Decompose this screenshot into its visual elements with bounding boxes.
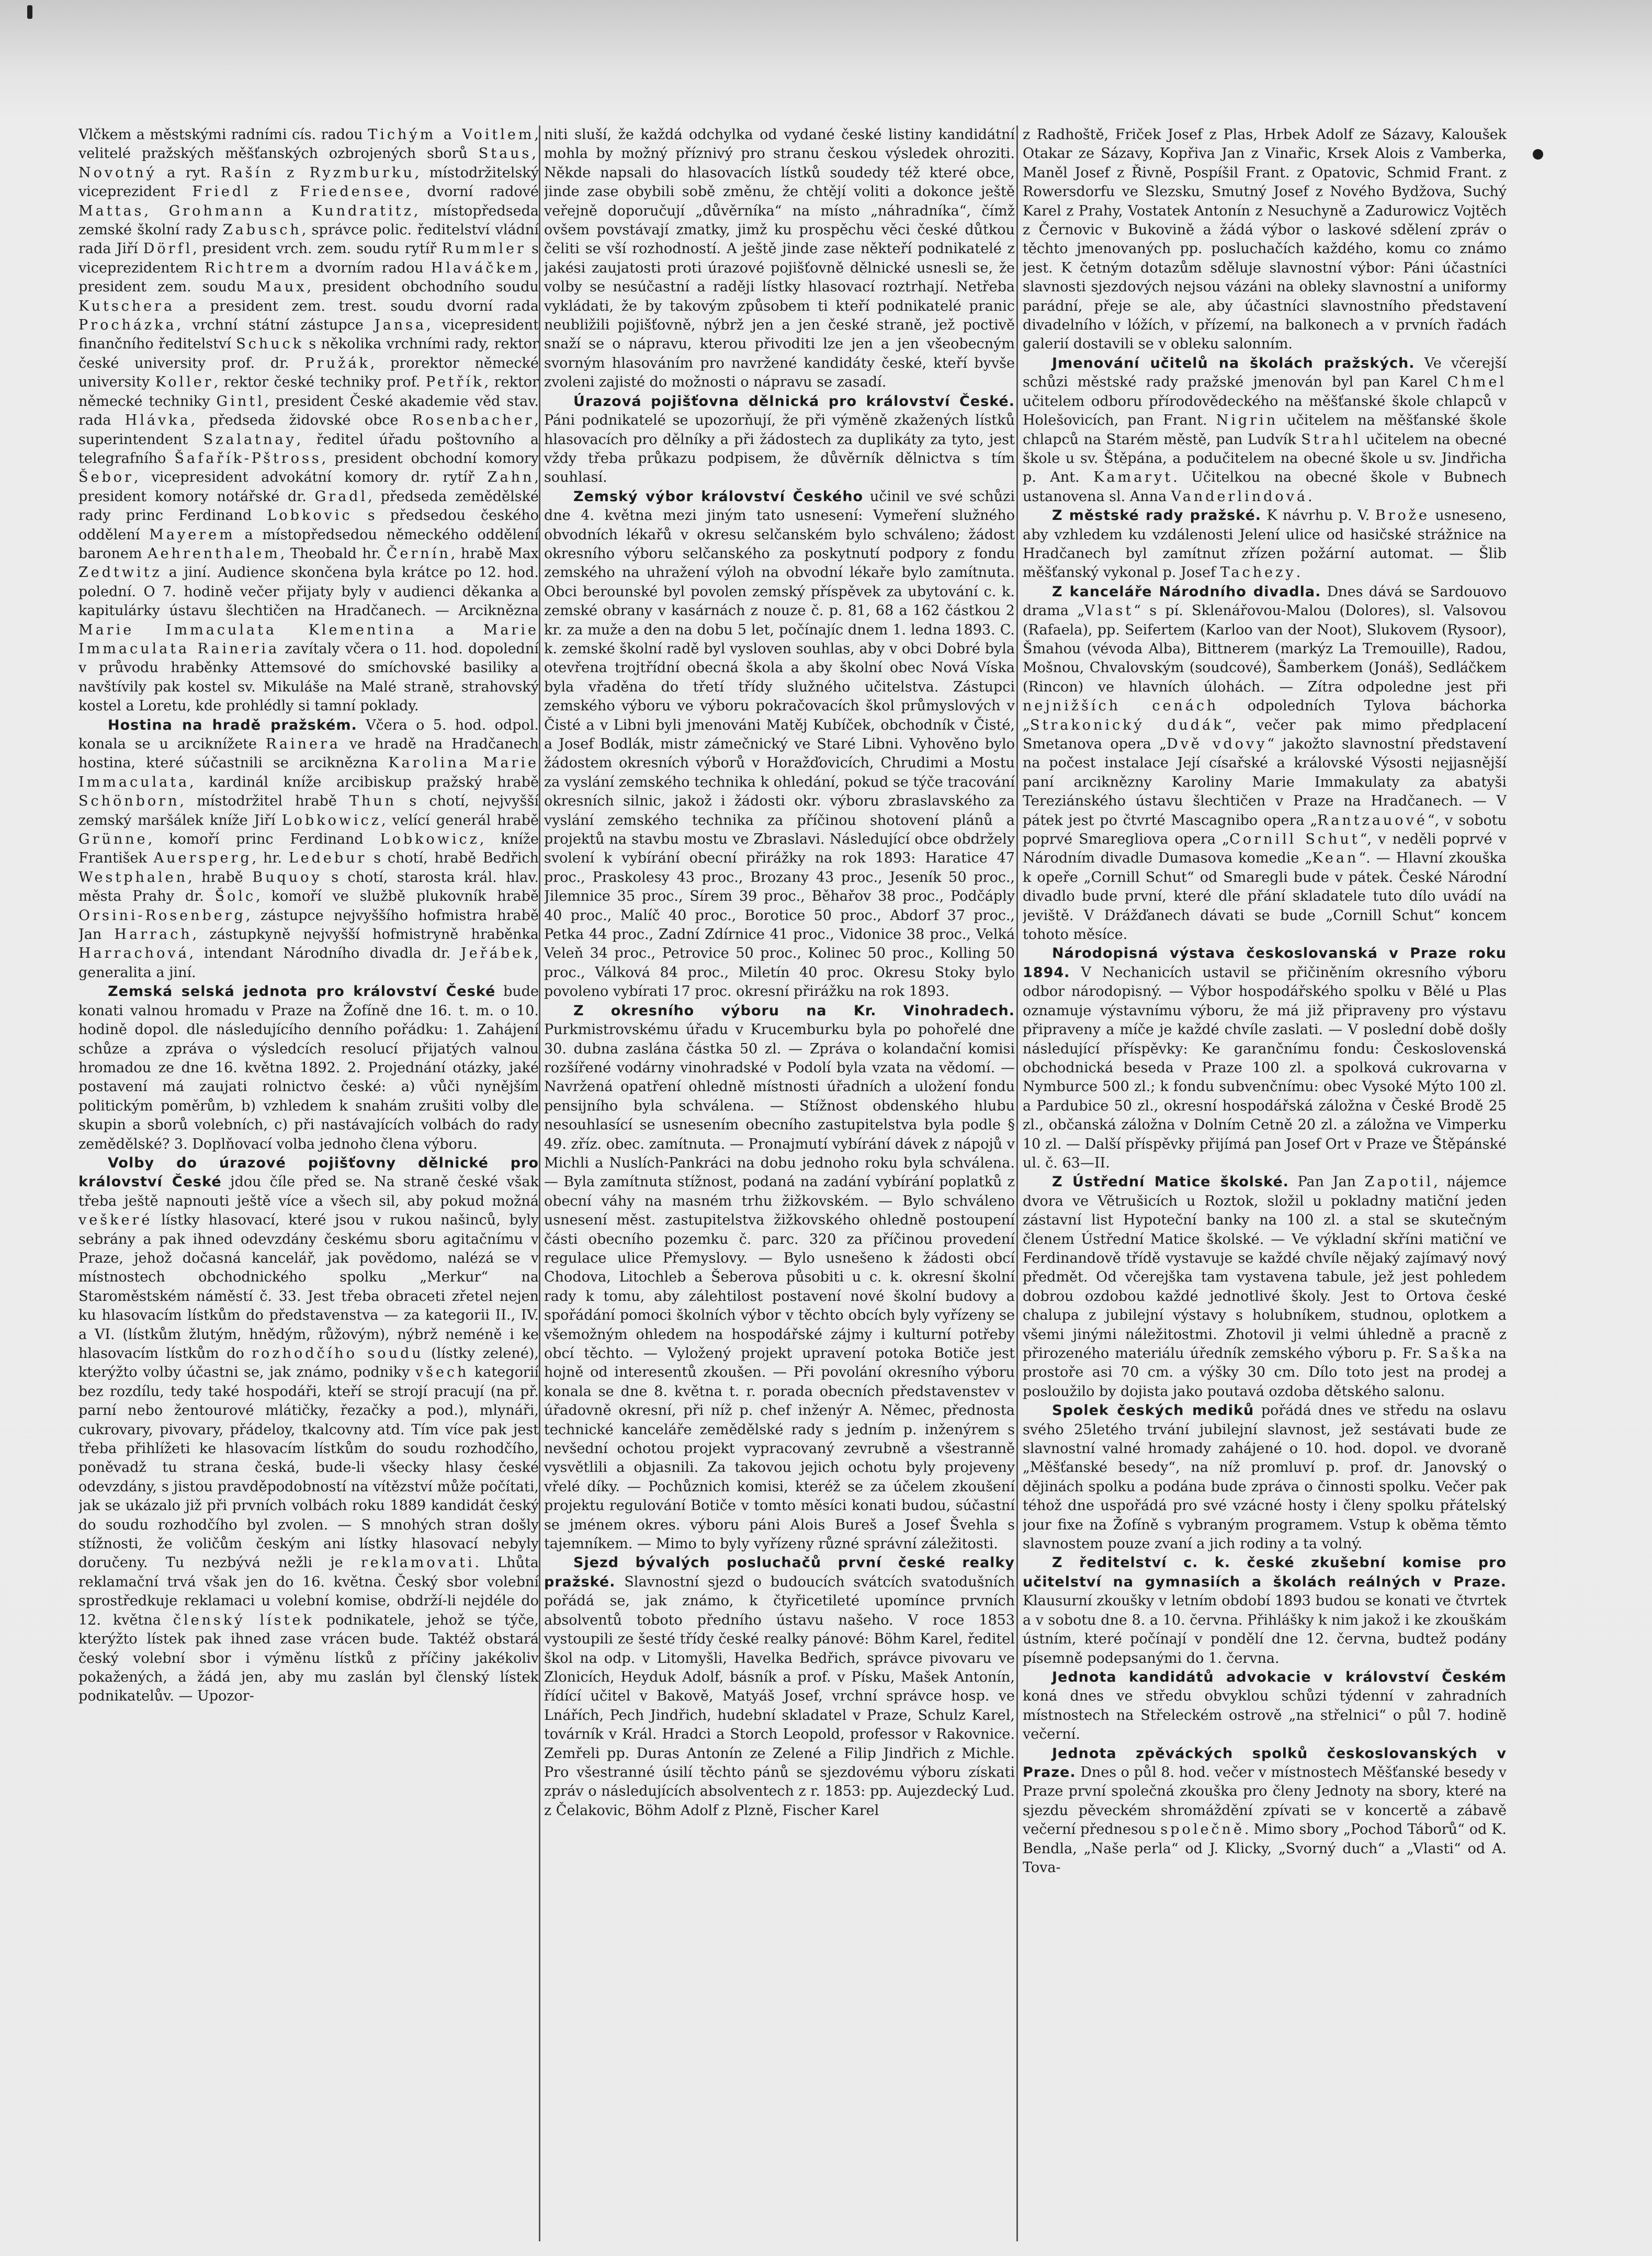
text-run: “, v neděli poprvé v Národním divadle Dumasova komedie „: [1023, 831, 1507, 867]
spaced-name: Auersperg: [153, 850, 252, 867]
article-heading: Jednota zpěváckých spolků českoslovanských v Praze.: [1023, 1745, 1507, 1781]
spaced-name: Hlaváčkem: [431, 259, 535, 276]
text-run: , president komory notářské dr.: [78, 469, 539, 505]
text-run: , místopředseda zemské školní rady: [78, 202, 539, 239]
text-run: , kardinál kníže arcibiskup pražský hrabě: [189, 774, 539, 790]
article-heading: Z městské rady pražské.: [1052, 507, 1262, 524]
spaced-name: Aehrenthalem: [148, 545, 280, 562]
spaced-name: Westphalen: [78, 869, 188, 886]
spaced-name: Nigrin: [1216, 412, 1278, 429]
text-run: , generalita a jiní.: [78, 945, 539, 981]
spaced-name: Saška: [1428, 1345, 1484, 1362]
text-run: kategorií bez rozdílu, tedy také hospodáři, kteří se strojí pracují (na př. parní nebo žentourové mlátičky, řezačky a pod.), mlynáři, cukrovary, pivovary, přádeloy, tkalcovny atd. Tím více pak jest třeba přihlížeti ke hlasovacím lístkům do soudu rozhodčího, poněvadž tu strana česká, bude-li všecky hlasy české odevzdány, s jistou pravděpodobností na vítězství může počítati, jak se ukázalo již při prvních volbách roku 1889 kandidát český do soudu rozhodčího byl zvolen. — S mnohých stran došly stížnosti, že voličům českým ani lístky hlasovací nebyly doručeny. Tu nezbývá nežli je: [78, 1364, 539, 1571]
article-heading: Spolek českých mediků: [1052, 1402, 1254, 1419]
spaced-name: Zahn: [487, 469, 535, 486]
article: [1023, 583, 1507, 945]
text-run: Vlčkem a městskými radními cís. radou: [78, 127, 368, 143]
text-run: zavítaly včera o 11. hod. dopolední v průvodu hraběnky Attemsové do smíchovské basiliky a navštívily pak kostel sv. Mikuláše na Malé straně, strahovský kostel a Loretu, kde prohlédly si tamní poklady.: [78, 640, 539, 715]
text-run: Včera o 5. hod. odpol. konala se u arciknížete: [78, 717, 539, 752]
text-run: a dvorním radou: [292, 259, 431, 276]
article-heading: Úrazová pojišťovna dělnická pro království České.: [573, 393, 1015, 410]
spaced-name: Thun: [349, 793, 397, 810]
text-run: , místodržitelský viceprezident: [78, 164, 539, 200]
text-run: K návrhu p. V.: [1266, 507, 1375, 524]
text-run: ve hradě na Hradčanech hostina, které súčastnili se arciknězna: [78, 736, 539, 772]
text-run: učitelem odboru přírodovědeckého na měšťanské škole chlapců v Holešovicích, pan Frant.: [1023, 393, 1507, 429]
article: [78, 716, 539, 983]
spaced-name: Vanderlindová: [1171, 488, 1308, 505]
spaced-name: Šafařík-Pštross: [174, 450, 322, 467]
text-run: lístky hlasovací, které jsou v rukou našinců, byly sebrány a pak ihned odevzdány českému sboru agitačnímu v Praze, jehož dočasná kancelář, jak povědomo, nalézá se v místnostech obchodnického spolku „Merkur“ na Staroměstském náměstí č. 33. Jest třeba obraceti zřetel nejen ku hlasovacím lístkům do představenstva — za kategorii II., IV. a VI. (lístkům žlutým, hnědým, růžovým), nýbrž neméně i ke hlasovacím lístkům do: [78, 1212, 539, 1362]
article-heading: Jednota kandidátů advokacie v království Českém: [1052, 1669, 1507, 1685]
text-run: , president vrch. zem. soudu rytíř: [193, 241, 442, 257]
article-text: niti sluší, že každá odchylka od vydané české listiny kandidátní mohla by možný příznivý pro stranu českou výsledek ohroziti. Někde napsali do hlasovacích lístků soudedy též které obce, jinde zase obybili sobě změnu, že chtějí voliti a dokonce ještě veřejně doporučují „důvěrníka“ na místo „náhradníka“, čímž ovšem povstávají zmatky, jimž ku prospěchu věci české důtkou čeliti se vší rozhodností. A ještě jinde zase někteří podnikatelé z jakési zaujatosti proti úrazové pojišťovně dělnické usnesli se, že volby se nesúčastní a raději lístky hlasovací roztrhají. Netřeba vykládati, že by takovým způsobem ti kteří podnikatelé pranic neubližili pojišťovně, nýbrž jen a jen české straně, jež poctivě snaží se o nápravu, kterou přivoditi lze jen a jen všeobecným svorným hlasováním pro navržené kandidáty české, kteří byvše zvoleni zajisté do možnosti o nápravu se zasadí.: [544, 127, 1015, 391]
text-run: , nájemce dvora ve Větrušicích u Roztok, složil u pokladny matiční jeden zástavní list Hypoteční banky na 100 zl. a stal se skutečným členem Ústřední Matice školské. — Ve výkladní skříni matiční ve Ferdinandově třídě vystavuje se každé chvíle nějaký zajímavý nový předmět. Od včerejška tam vystavena tabule, jež jest pohledem dobrou ozdobou každé jednotlivé školy. Jest to Ortova české chalupa z jubilejní výstavy s holubníkem, studnou, oplotkem a všemi jinými náležitostmi. Zhotovil ji velmi úhledně a pracně z přirozeného materiálu úředník zemského výboru p. Fr.: [1023, 1174, 1507, 1362]
text-run: , velitelé pražských měšťanských ozbrojených sborů: [78, 127, 539, 162]
text-run: , president České akademie věd stav. rada: [78, 393, 539, 429]
article: [544, 1002, 1015, 1554]
spaced-name: Tichým a Voitlem: [368, 127, 535, 143]
text-run: s viceprezidentem: [78, 241, 539, 276]
spaced-name: Procházka: [78, 317, 177, 334]
text-run: (lístky zelené), kterýžto volby účastni se, jak známo, podniky: [78, 1345, 539, 1381]
text-run: jdou číle před se. Na straně české však třeba ještě napnouti ještě více a všech sil, aby pokud možná: [78, 1174, 539, 1209]
spaced-name: Rantzauové: [1317, 812, 1428, 829]
spaced-name: Zabusch: [222, 222, 302, 239]
spaced-name: Szalatnay: [203, 431, 297, 448]
text-run: s předsedou českého oddělení: [78, 507, 539, 543]
article: [1023, 1744, 1507, 1878]
text-run: , intendant Národního divadla dr.: [189, 945, 461, 962]
article-text: [78, 1174, 539, 1704]
spaced-name: Marie Immaculata Raineria: [78, 621, 539, 657]
spaced-name: Kamaryt: [1093, 469, 1173, 486]
article-heading: Zemská selská jednota pro království České: [108, 983, 496, 1000]
text-run: . Lhůta reklamační trvá však jen do 16. května. Český sbor volební sprostředkuje reklamaci u volební komise, obdrží-li nejdéle do 12. května: [78, 1555, 539, 1628]
spaced-name: Schuck: [236, 336, 304, 353]
spaced-name: Lobkowicz: [281, 812, 381, 829]
spaced-name: Jansa: [374, 317, 427, 334]
text-run: , předseda zemědělské rady princ Ferdinand: [78, 488, 539, 524]
text-run: a president zem. trest. soudu dvorní rada: [175, 298, 539, 314]
spaced-name: Vlast: [1084, 603, 1134, 619]
article-text: [1023, 355, 1507, 505]
text-run: “, večer pak mimo předplacení Smetanova opera „: [1023, 717, 1507, 752]
spaced-name: Pružák: [304, 355, 370, 371]
article-text: Purkmistrovskému úřadu v Krucemburku byla po pohořelé dne 30. dubna zaslána částka 50 zl. — Zpráva o kolandační komisi rozšířené vodárny vinohradské v Podolí byla vzata na vědomí. — Navržená opatření ohledně místnosti úřadních a uložení fondu pensijního byla schválena. — Stížnost obdenského hlubu nesouhlasící se usnesením obecního zastupitelstva byla podle § 49. zříz. obec. zamítnuta. — Pronajmutí vybírání dávek z nápojů v Michli a Nuslích-Pankráci na dobu jednoho roku byla schválena. — Byla zamítnuta stížnost, podaná na zadání vybírání poplatků z obecní váhy na masném trhu žižkovském. — Bylo schváleno usnesení měst. zastupitelstva žižkovského ohledně postoupení části obecního pozemku č. parc. 320 za příčinou provedení regulace ulice Přemyslovy. — Bylo usnešeno k žádosti obcí Chodova, Litochleb a Šeberova působiti u c. k. okresní školní rady k tomu, aby zálehtilost postavení nové školní budovy a spořádání pomoci školních výbor v těchto obcích byly vyřízeny se všemožným ohledem na hospodářské zájmy i kulturní potřeby obcí těchto. — Vyložený projekt upravení potoka Botiče jest hojně od interesentů zkoušen. — Při povolání okresního výboru konala se dne 8. května t. r. porada obecních představenstev v úřadovně okresní, při níž p. chef inženýr A. Němec, přednosta technické kanceláře zemědělské rady s jedním p. inženýrem s nevšední ochotou projekt vypracovaný zevrubně a všestranně vysvětlili a objasnili. Za takovou jejich ochotu byly projeveny vřelé díky. — Pochůznich komisi, kteréž se za účelem zkoušení projektu regulování Botiče v tomto měsíci konati budou, súčastní se jménem okres. výboru páni Alois Bureš a Josef Švehla s tajemníkem. — Mimo to byly vyřízeny různé správní záležitosti.: [544, 1022, 1015, 1552]
spaced-name: Brože: [1375, 507, 1430, 524]
text-run: , president zem. soudu: [78, 259, 539, 296]
article: [1023, 1401, 1507, 1554]
text-run: , místodržitel hrabě: [179, 793, 349, 810]
spaced-name: Friedl z Friedensee: [192, 184, 406, 200]
spaced-name: Zapotil: [1364, 1174, 1434, 1191]
text-run: , Theobald hr.: [280, 545, 387, 562]
spaced-name: Strakonický dudák: [1030, 717, 1225, 733]
article-heading: Volby do úrazové pojišťovny dělnické pro království České: [78, 1154, 539, 1191]
text-run: , vicepresident finančního ředitelství: [78, 317, 539, 353]
article: [1023, 354, 1507, 506]
article-text: . Mimo sbory „Pochod Táborů“ od K. Bendla, „Naše perla“ od J. Klicky, „Svorný duch“ a „Vlasti“ od A. Tova-: [1023, 1821, 1507, 1876]
spaced-name: Hlávka: [125, 412, 191, 429]
text-run: , ředitel úřadu poštovního a telegrafního: [78, 431, 539, 467]
text-run: a ryt.: [156, 164, 221, 181]
text-run: , dvorní radové: [405, 184, 539, 200]
spaced-name: veškeré: [78, 1212, 153, 1229]
article-heading: Z ředitelství c. k. české zkušební komise pro učitelství na gymnasiích a školách reálných v Praze.: [1023, 1555, 1507, 1590]
text-run: , rektor české techniky prof.: [213, 374, 426, 391]
text-run: , správce polic. ředitelství vládní rada Jiří: [78, 222, 539, 257]
article-text: Dnes o půl 8. hod. večer v místnostech Měšťanské besedy v Praze první společná zkouška pro členy Jednoty na sbory, které na sjezdu pěveckém shromáždění zpívati se v koncertě a zábavě večerní přednesou: [1023, 1764, 1507, 1838]
spaced-name: členský lístek: [173, 1612, 314, 1628]
text-run: , zástupkyně nejvyšší hofmistryně hraběnka: [192, 926, 539, 943]
article-text: Páni podnikatelé se upozorňují, že při výměně zkažených lístků hlasovacích pro dělníky a při žádostech za duplikáty za tyto, jest vždy třeba průkazu podpisem, že důvěrník dělnictva s tím souhlasí.: [544, 412, 1015, 486]
article-text: [78, 126, 539, 716]
article: [1023, 506, 1507, 583]
spaced-name: Harrachová: [78, 945, 189, 962]
spaced-name: Mattas, Grohmann a Kundratitz: [78, 202, 414, 219]
spaced-name: Kean: [1312, 850, 1359, 867]
text-run: s chotí, nejvyšší zemský maršálek kníže Jiří: [78, 793, 539, 829]
spaced-name: Jeřábek: [460, 945, 535, 962]
article: [1023, 1554, 1507, 1668]
text-run: , velící generál hrabě: [381, 812, 539, 829]
spaced-name: Chmel: [1447, 374, 1507, 391]
scan-mark: [27, 5, 32, 19]
article-heading: Jmenování učitelů na školách pražských.: [1052, 355, 1415, 371]
article: [78, 982, 539, 1154]
spaced-name: Rummler: [442, 241, 526, 257]
text-run: .: [1308, 488, 1312, 505]
spaced-name: Rainera: [265, 736, 341, 752]
text-run: na prostoře asi 70 cm. a výšky 30 cm. Dílo toto jest na prodej a posloužilo by dojista jako poutavá ozdoba dětského salonu.: [1023, 1345, 1507, 1400]
article-text: Slavnostní sjezd o budoucích svátcích svatodušních pořádá se, jak známo, k čtyřicetileté upomínce prvních absolventů toboto předního ústavu našeho. V roce 1853 vystoupili ze šesté třídy české realky pánové: Böhm Karel, ředitel škol na odp. v Litomyšli, Havelka Bedřich, správce pivovaru ve Zlonicích, Heyduk Adolf, básník a prof. v Písku, Mašek Antonín, řídící učitel v Bakově, Matyáš Josef, vrchní správce hosp. ve Lnářích, Pech Jindřich, hudební skladatel v Praze, Schulz Karel, továrník v Král. Hradci a Storch Leopold, professor v Rakovnice. Zemřeli pp. Duras Antonín ze Zelené a Filip Jindřich z Michle. Pro všestranné úsilí těchto pánů se sjezdovému výboru získati zpráv o následujících absolventech z r. 1853: pp. Aujezdecký Lud. z Čelakovic, Böhm Adolf z Plzně, Fischer Karel: [544, 1573, 1015, 1819]
spaced-name: Gintl: [216, 393, 265, 410]
spaced-name: Dörfl: [143, 241, 193, 257]
text-run: .: [1296, 564, 1301, 581]
spaced-name: všech: [415, 1364, 469, 1381]
spaced-name: Maux: [256, 279, 307, 296]
spaced-name: Cornill Schut: [1229, 831, 1360, 848]
spaced-name: Kutschera: [78, 298, 175, 314]
article-heading: Z kanceláře Národního divadla.: [1052, 583, 1321, 600]
spaced-name: Petřík: [425, 374, 484, 391]
text-run: s chotí, hrabě Bedřich: [367, 850, 539, 867]
text-run: , předseda židovské obce: [190, 412, 412, 429]
article-text: koná dnes ve středu obvyklou schůzi týdenní v zahradních místnostech na Střeleckém ostrově „na střelnici“ o půl 7. hodině večerní.: [1023, 1688, 1507, 1743]
text-run: , komoří ve službě plukovník hrabě: [256, 888, 539, 905]
spaced-name: Richtrem: [205, 259, 292, 276]
column-middle: [544, 126, 1015, 2241]
text-run: s několika vrchními rady, rektor české university prof. dr.: [78, 336, 539, 371]
spaced-name: Marie Immaculata Klementina: [78, 621, 417, 638]
spaced-name: Rosenbacher: [412, 412, 535, 429]
article-heading: Národopisná výstava českoslovanská v Praze roku 1894.: [1023, 945, 1507, 981]
column-right: [1023, 126, 1507, 2241]
spaced-word: společně: [1160, 1821, 1244, 1838]
text-run: , president obchodního soudu: [307, 279, 539, 296]
text-run: , zástupce nejvyššího hofmistra hrabě Jan: [78, 907, 539, 943]
spaced-name: Lobkowicz: [380, 831, 480, 848]
text-run: “, v sobotu poprvé Smaregliova opera „: [1023, 812, 1507, 848]
text-run: Dnes dává se Sardouovo drama „: [1023, 583, 1507, 619]
text-run: usneseno, aby vzhledem ku vzdálenosti Jelení ulice od hasičské strážnice na Hradčanech byl zamítnut zřízen požární automat. — Šlib měšťanský vykonal p. Josef: [1023, 507, 1507, 581]
text-run: a: [416, 621, 483, 638]
article-heading: Sjezd bývalých posluchačů první české realky pražské.: [544, 1555, 1015, 1590]
spaced-name: Lobkovic: [267, 507, 353, 524]
spaced-name: Gradl: [314, 488, 368, 505]
text-run: , president obchodní komory: [321, 450, 539, 467]
text-run: , rektor německé techniky: [78, 374, 539, 410]
spaced-name: Koller: [155, 374, 214, 391]
article: [1023, 944, 1507, 1173]
spaced-name: Tachezy: [1220, 564, 1296, 581]
article: [78, 1154, 539, 1706]
text-run: . Učitelkou na obecné škole v Bubnech ustanovena sl. Anna: [1023, 469, 1507, 505]
spaced-name: Staus, Novotný: [78, 145, 539, 181]
article: [1023, 1668, 1507, 1744]
article-heading: Hostina na hradě pražském.: [108, 717, 357, 733]
article: [1023, 1173, 1507, 1401]
text-run: , vrchní státní zástupce: [176, 317, 375, 334]
spaced-name: Orsini-Rosenberg: [78, 907, 246, 924]
text-run: a místopředsedou německého oddělení baronem: [78, 526, 539, 562]
spaced-name: Dvě vdovy: [1166, 736, 1268, 752]
article-text: bude konati valnou hromadu v Praze na Žofíně dne 16. t. m. o 10. hodině dopol. dle následujícího denního pořádku: 1. Zahájení schůze a zpráva o výsledcích resolucí přijatých valnou hromadou ze dne 16. května 1892. 2. Projednání otázky, jaké postavení má zaujati rolnictvo české: a) vůči nynějším politickým poměrům, b) vzhledem k snahám zrušiti volby dle skupin a sborů volebních, c) při nastávajících volbách do rady zemědělské? 3. Doplňovací volba jednoho člena výboru.: [78, 983, 539, 1152]
text-run: , vicepresident advokátní komory dr. rytíř: [133, 469, 488, 486]
text-run: učitelem na měšťanské škole chlapců na Starém městě, pan Ludvík: [1023, 412, 1507, 448]
text-run: s chotí, starosta král. hlav. města Prahy dr.: [78, 869, 539, 905]
spaced-name: Buquoy: [252, 869, 322, 886]
article-text: [1023, 1174, 1507, 1399]
text-run: , kníže František: [78, 831, 539, 867]
spaced-name: Šebor: [78, 469, 134, 486]
text-run: , hrabě Max: [450, 545, 539, 562]
text-run: učitelem na obecné škole u sv. Štěpána, a podučitelem na obecné škole u sv. Jindřicha p. Ant.: [1023, 431, 1507, 486]
article-text: učinil ve své schůzi dne 4. května mezi jiným tato usnesení: Vymeření služného obvodních lékařů v okresu selčanském bylo schváleno; žádost okresního výboru selčanského za poskytnutí podpory z fondu zemského na uhražení výloh na obvodní lékaře bylo zamítnuta. Obci berounské byl povolen zemský příspěvek za ubytování c. k. zemské obrany v kasárnách z nouze č. p. 81, 68 a 162 částkou 2 kr. za muže a den na dobu 5 let, počínajíc dnem 1. ledna 1893. C. k. zemské školní radě byl vysloven souhlas, aby v obci Dobré byla otevřena trojtřídní obecná škola a aby školní obec Nová Víska byla vřaděna do třetí třídy služného učitelstva. Zástupci zemského výboru ve výboru pokračovacích škol průmyslových v Čisté a v Libni byli jmenováni Matěj Kubíček, obchodník v Čisté, a Josef Bodlák, mistr zámečnický ve Staré Libni. Vyhověno bylo žádostem okresních výborů v Horažďovicích, Chrudimi a Mostu za vyslání zemského technika k ohledání, pokud se týče tracování okresních silnic, jakož i žádosti okr. výboru zbraslavského za vyslání zemského technika za příčinou shotovení plánů a projektů na stavbu mostu ve Zbraslavi. Následující obce obdržely svolení k vybírání obecní přirážky na rok 1893: Haratice 47 proc., Praskolesy 43 proc., Brozany 43 proc., Jeseník 50 proc., Jilemnice 35 proc., Sírem 39 proc., Běhařov 38 proc., Podčáply 40 proc., Malíč 40 proc., Borotice 50 proc., Abdorf 37 proc., Petka 44 proc., Zadní Zdírnice 41 proc., Vidonice 38 proc., Velká Veleň 34 proc., Petrovice 50 proc., Kolinec 50 proc., Kolling 50 proc., Válková 84 proc., Miletín 40 proc. Okresu Stoky bylo povoleno vybírati 17 proc. okresní přirážku na rok 1893.: [544, 488, 1015, 1000]
spaced-name: Schönborn: [78, 793, 180, 810]
article: [544, 488, 1015, 1002]
article-text: [78, 717, 539, 981]
text-run: podnikatele, jehož se týče, kterýžto lístek pak ihned zase vrácen bude. Taktéž obstará český volební sbor i výměnu lístků z příčiny jakékoliv pokažených, a žádá jen, aby mu zaslán byl členský lístek podnikatelův. — Upozor-: [78, 1612, 539, 1705]
column-left: [78, 126, 539, 2241]
text-run: odpoledních Tylova báchorka „: [1023, 698, 1507, 733]
article: [544, 1554, 1015, 1820]
text-run: , prorektor německé university: [78, 355, 539, 391]
spaced-name: Ledebur: [288, 850, 367, 867]
spaced-name: Karolina Marie Immaculata: [78, 755, 539, 790]
margin-dot: [1533, 149, 1543, 160]
column-rule-right: [1016, 126, 1018, 2241]
spaced-name: Grünne: [78, 831, 148, 848]
text-run: “ s pí. Sklenářovou-Malou (Dolores), sl. Valsovou (Rafaela), pp. Seifertem (Karloo van der Noot), Slukovem (Rysoor), Šmahou (vévoda Alba), Bittnerem (markýz La Tremouille), Radou, Mošnou, Chvalovským (soudcové), Šamberkem (Jonáš), Sedláčkem (Rincon) ve hlavních úlohách. — Zítra odpoledne jest při: [1023, 603, 1507, 695]
article-text: pořádá dnes ve středu na oslavu svého 25letého trvání jubilejní slavnost, jež sestávati bude ze slavnostní valné hromady zahájené o 10. hod. dopol. ve dvoraně „Měšťanské besedy“, na níž promluví p. prof. dr. Janovský o dějinách spolku a podána bude zpráva o činnosti spolku. Večer pak téhož dne uspořádá pro své vzácné hosty i členy spolku přátelský jour fixe na Žofíně s vybraným programem. Vstup k oběma těmto slavnostem pouze zvaní a jich rodiny a ta volný.: [1023, 1402, 1507, 1552]
text-run: , hr.: [252, 850, 289, 867]
article-text: z Radhoště, Friček Josef z Plas, Hrbek Adolf ze Sázavy, Kaloušek Otakar ze Sázavy, Kopřiva Jan z Vinařic, Krsek Alois z Vamberka, Maněl Josef z Řivně, Pospíšil Frant. z Opatovic, Schmid Frant. z Rowersdorfu ve Slezsku, Smutný Josef z Nového Bydžova, Suchý Karel z Prahy, Vostatek Antonín z Nesuchyně a Zadurowicz Vojtěch z Černovic v Bukovině a žádá výbor o laskové sdělení zpráv o těchto jmenovaných pp. posluchačích každého, komu co známo jest. K četným dotazům sděluje slavnostní výbor: Páni účastníci slavnosti sjezdových nejsou vázáni na obleky slavnostní a uniformy parádní, přeje se ale, aby účastníci slavnostního představení divadelního v lóžích, v přízemí, na balkonech a v prvních řadách galerií dostavili se v obleku salonním.: [1023, 127, 1507, 353]
spaced-name: nejnižších cenách: [1023, 698, 1219, 715]
spaced-name: Mayerem: [149, 526, 235, 543]
column-rule-left: [539, 126, 540, 2241]
text-run: , komoří princ Ferdinand: [148, 831, 380, 848]
article-text: [1023, 584, 1507, 943]
article-text: V Nechanicích ustavil se přičiněním okresního výboru odbor národopisný. — Výbor hospodářského spolku v Bělé u Plas oznamuje výstavnímu výboru, že má již připraveny pro výstavu připraveny a míče je každé chvíle zaslati. — V poslední době došly následující příspěvky: Ke garančnímu fondu: Československá obchodnická beseda v Praze 100 zl. a spolková cukrovarna v Nymburce 500 zl.; k fondu subvenčnímu: obec Vysoké Mýto 100 zl. a Pardubice 50 zl., okresní hospodářská záložna v České Brodě 25 zl., občanská záložna v Dolním Cetně 20 zl. a záložna ve Vimperku 10 zl. — Další příspěvky přijímá pan Josef Ort v Praze ve Štěpánské ul. č. 63—II.: [1023, 964, 1507, 1171]
article-heading: Zemský výbor království Českého: [573, 488, 864, 505]
article: [544, 392, 1015, 488]
text-run: , hrabě: [188, 869, 253, 886]
text-run: “. — Hlavní zkouška k opeře „Cornill Schut“ od Smaregli bude v pátek. České Národní divadlo bude první, které dle přání skladatele tuto dílo uvádí na jeviště. V Drážďanech dávati se bude „Cornill Schut“ koncem tohoto měsíce.: [1023, 850, 1507, 943]
spaced-name: reklamovati: [360, 1555, 475, 1571]
text-run: “ jakožto slavnostní představení na počest instalace Její císařské a královské Výsosti nejjasnější paní arciknězny Karoliny Marie Immakulaty za abatyši Tereziánského ústavu šlechtičen v Praze na Hradčanech. — V pátek jest po čtvrté Mascagnibo opera „: [1023, 736, 1507, 829]
spaced-name: rozhodčího soudu: [252, 1345, 424, 1362]
spaced-name: Šolc: [214, 888, 256, 905]
article-heading: Z Ústřední Matice školské.: [1052, 1174, 1289, 1191]
article-text: Klausurní zkoušky v letním období 1893 budou se konati ve čtvrtek a v sobotu dne 8. a 10. června. Přihlášky k nim jakož i ke zkouškám ústním, které počínají v pondělí dne 12. června, budtež podány písemně podepsanými do 1. června.: [1023, 1593, 1507, 1667]
text-run: , superintendent: [78, 412, 539, 448]
spaced-name: Rašín z Ryzmburku: [220, 164, 415, 181]
article-heading: Z okresního výboru na Kr. Vinohradech.: [573, 1002, 1015, 1019]
spaced-name: Strahl: [1301, 431, 1361, 448]
text-run: Ve včerejší schůzi městské rady pražské jmenován byl pan Karel: [1023, 355, 1507, 391]
text-run: Pan Jan: [1297, 1174, 1365, 1191]
spaced-name: Harrach: [114, 926, 193, 943]
spaced-name: Černín: [386, 545, 451, 562]
spaced-name: Zedtwitz: [78, 564, 162, 581]
text-run: a jiní. Audience skončena byla krátce po 12. hod. polední. O 7. hodině večer přijaty byly v audienci děkanka a kapitulárky ústavu šlechtičen na Hradčanech. — Arciknězna: [78, 564, 539, 619]
